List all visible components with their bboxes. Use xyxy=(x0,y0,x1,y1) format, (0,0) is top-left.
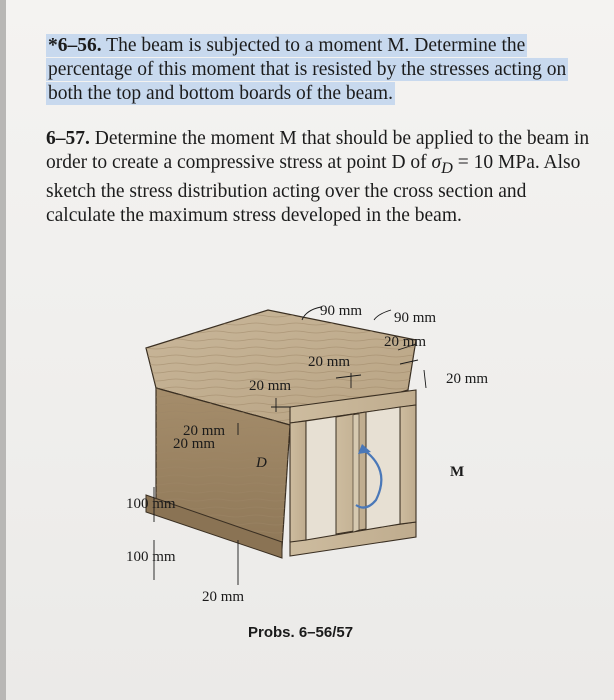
dim-90mm-right: 90 mm xyxy=(394,310,437,326)
dim-20mm-flange-right: 20 mm xyxy=(446,371,489,387)
beam-figure xyxy=(6,280,614,660)
dim-20mm-right-top: 20 mm xyxy=(384,334,427,350)
problem-6-56-text: The beam is subjected to a moment M. Determine the percentage of this moment that is resisted by the stresses acting on both the top and bottom boards of the beam. xyxy=(48,35,567,104)
problem-6-56-highlight xyxy=(46,34,568,105)
point-d-label: D xyxy=(256,455,267,471)
textbook-page xyxy=(6,0,614,700)
problem-6-56-number: *6–56. xyxy=(48,35,102,56)
problem-6-57-text-after: = 10 MPa. Also sketch the stress distribution acting over the cross section and calculate the maximum stress developed in the beam. xyxy=(46,152,581,226)
dim-20mm-left-b: 20 mm xyxy=(173,436,216,452)
problem-6-56 xyxy=(46,34,594,106)
dim-20mm-left-a: 20 mm xyxy=(183,423,226,439)
figure-caption: Probs. 6–56/57 xyxy=(248,624,354,641)
sigma-subscript: D xyxy=(441,158,453,177)
dim-90mm-top: 90 mm xyxy=(320,303,363,319)
dim-20mm-bottom: 20 mm xyxy=(202,589,245,605)
moment-label: M xyxy=(450,464,465,480)
cross-section xyxy=(290,390,416,556)
dim-20mm-web-top: 20 mm xyxy=(308,354,351,370)
problem-6-57-text-before: Determine the moment M that should be applied to the beam in order to create a compressive stress at point D of xyxy=(46,128,590,173)
problem-6-57 xyxy=(46,127,594,228)
dim-100mm-b: 100 mm xyxy=(126,549,176,565)
problem-6-57-number: 6–57. xyxy=(46,128,90,149)
dim-100mm-a: 100 mm xyxy=(126,496,176,512)
dim-20mm-left-web: 20 mm xyxy=(249,378,292,394)
sigma-symbol: σ xyxy=(431,152,442,173)
